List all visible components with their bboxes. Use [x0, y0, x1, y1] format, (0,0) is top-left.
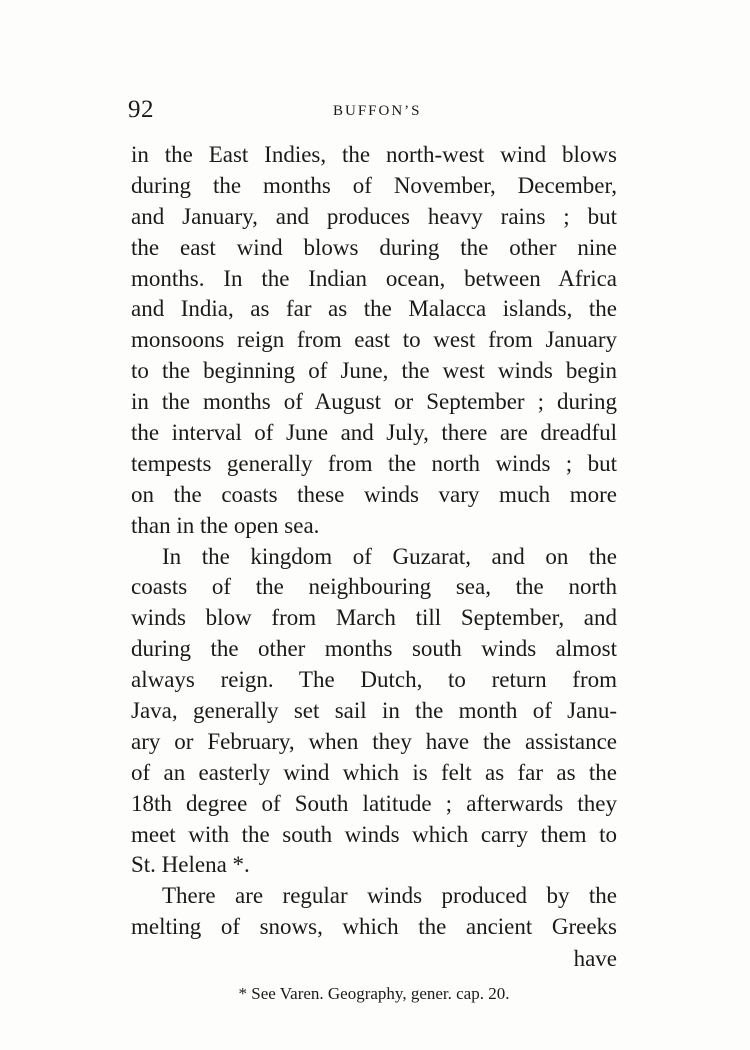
- text-line: coasts of the neighbouring sea, the north: [131, 574, 617, 600]
- running-head: [128, 96, 618, 126]
- text-line: of an easterly wind which is felt as far as the: [131, 759, 617, 785]
- page-number: 92: [128, 96, 154, 123]
- text-line: In the kingdom of Guzarat, and on the: [162, 543, 617, 569]
- text-line: Java, generally set sail in the month of Janu-: [131, 698, 617, 724]
- text-line: winds blow from March till September, and: [131, 605, 617, 631]
- text-line: and January, and produces heavy rains ; but: [131, 203, 617, 229]
- footnote: * See Varen. Geography, gener. cap. 20.: [238, 984, 510, 1003]
- text-line: the interval of June and July, there are dreadful: [131, 420, 617, 446]
- text-line: than in the open sea.: [131, 512, 320, 538]
- text-line: in the months of August or September ; during: [131, 389, 617, 415]
- body-text: [131, 140, 617, 943]
- text-line: months. In the Indian ocean, between Africa: [131, 265, 617, 291]
- text-line: meet with the south winds which carry them to: [131, 821, 617, 847]
- text-line: ary or February, when they have the assistance: [131, 728, 617, 754]
- text-line: St. Helena *.: [131, 852, 250, 878]
- text-line: to the beginning of June, the west winds begin: [131, 358, 617, 384]
- text-line: during the other months south winds almost: [131, 636, 617, 662]
- text-line: 18th degree of South latitude ; afterwards they: [131, 790, 617, 816]
- text-line: on the coasts these winds vary much more: [131, 481, 617, 507]
- text-line: in the East Indies, the north-west wind blows: [131, 142, 617, 167]
- running-head-title: BUFFON’S: [333, 103, 422, 119]
- text-line: always reign. The Dutch, to return from: [131, 667, 617, 693]
- text-line: There are regular winds produced by the: [162, 883, 617, 909]
- text-line: during the months of November, December,: [131, 172, 617, 198]
- text-line: monsoons reign from east to west from January: [131, 327, 617, 353]
- text-line: melting of snows, which the ancient Greeks: [131, 914, 617, 940]
- text-line: tempests generally from the north winds ; but: [131, 450, 617, 476]
- catchword: have: [573, 946, 617, 971]
- text-line: the east wind blows during the other nine: [131, 234, 617, 260]
- text-line: and India, as far as the Malacca islands, the: [131, 296, 617, 322]
